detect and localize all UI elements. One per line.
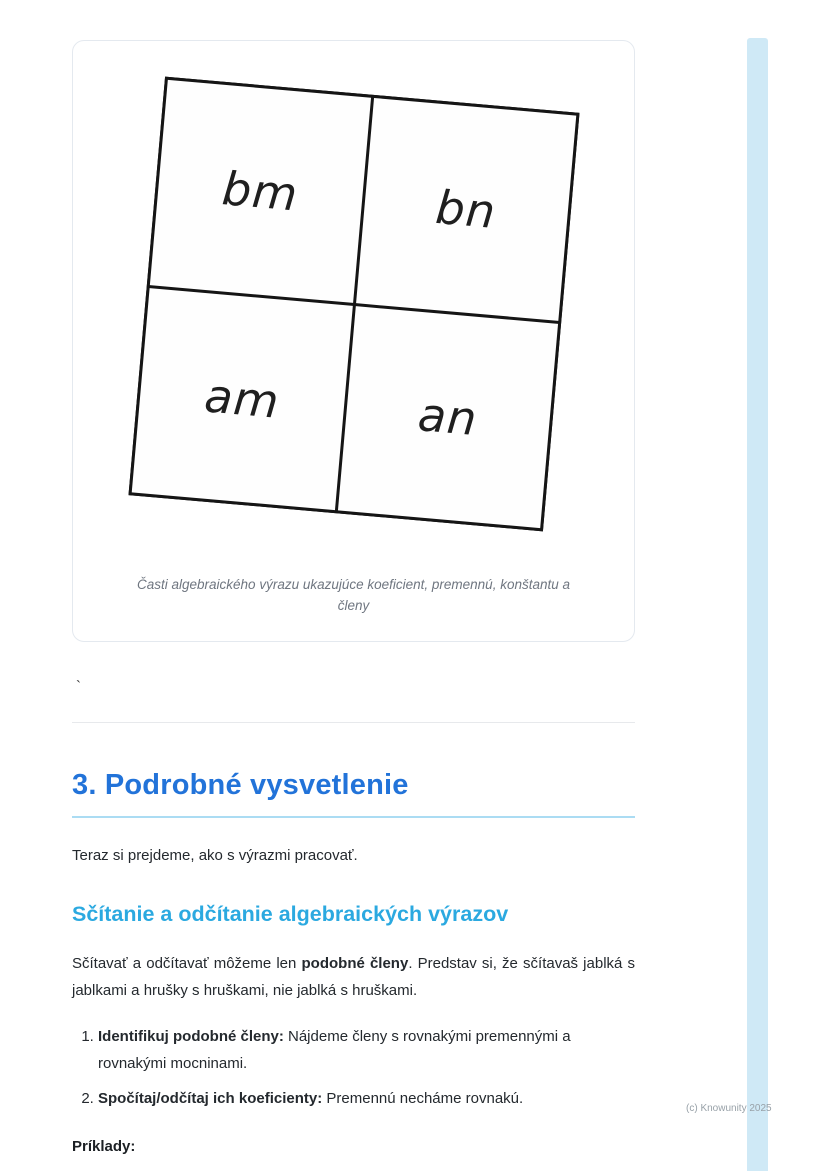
scrollbar-strip[interactable] xyxy=(747,38,768,1171)
list-item-2-rest: Premennú necháme rovnakú. xyxy=(322,1089,524,1107)
examples-label: Príklady: xyxy=(72,1138,136,1156)
list-item-2-lead: Spočítaj/odčítaj ich koeficienty: xyxy=(98,1089,323,1107)
rotated-grid-wrapper xyxy=(128,77,579,532)
figure-image xyxy=(91,59,616,549)
algebra-grid xyxy=(128,77,579,532)
section-divider xyxy=(72,722,635,723)
grid-cell-bottom-left: am xyxy=(131,288,352,510)
paragraph-text-part2: . Predstav si, že sčítavaš jablká s jablkami a hrušky s hruškami, nie jablká s hruškami. xyxy=(72,954,635,999)
grid-cell-top-right: bn xyxy=(355,98,576,320)
figure-card xyxy=(72,40,635,642)
body-paragraph xyxy=(72,951,635,1004)
grid-cell-top-left: bm xyxy=(149,80,370,302)
list-item-1 xyxy=(98,1024,635,1077)
list-item-1-lead: Identifikuj podobné členy: xyxy=(98,1028,284,1046)
figure-caption: Časti algebraického výrazu ukazujúce koeficient, premennú, konštantu a členy xyxy=(137,577,570,613)
watermark: (c) Knowunity 2025 xyxy=(686,1103,772,1114)
grid-cell-bottom-right: an xyxy=(337,306,558,528)
steps-list xyxy=(72,1024,635,1112)
paragraph-text-part1: Sčítavať a odčítavať môžeme len xyxy=(72,954,302,972)
content-column xyxy=(72,0,635,1155)
list-item-1-rest: Nájdeme členy s rovnakými premennými a rovnakými mocninami. xyxy=(98,1028,571,1072)
list-item-2 xyxy=(98,1086,635,1113)
intro-paragraph: Teraz si prejdeme, ako s výrazmi pracovať. xyxy=(72,846,358,864)
stray-backtick: ` xyxy=(76,677,81,695)
section-heading: 3. Podrobné vysvetlenie xyxy=(72,769,635,818)
paragraph-bold-term: podobné členy xyxy=(301,954,409,972)
subsection-heading: Sčítanie a odčítanie algebraických výrazov xyxy=(72,901,509,926)
